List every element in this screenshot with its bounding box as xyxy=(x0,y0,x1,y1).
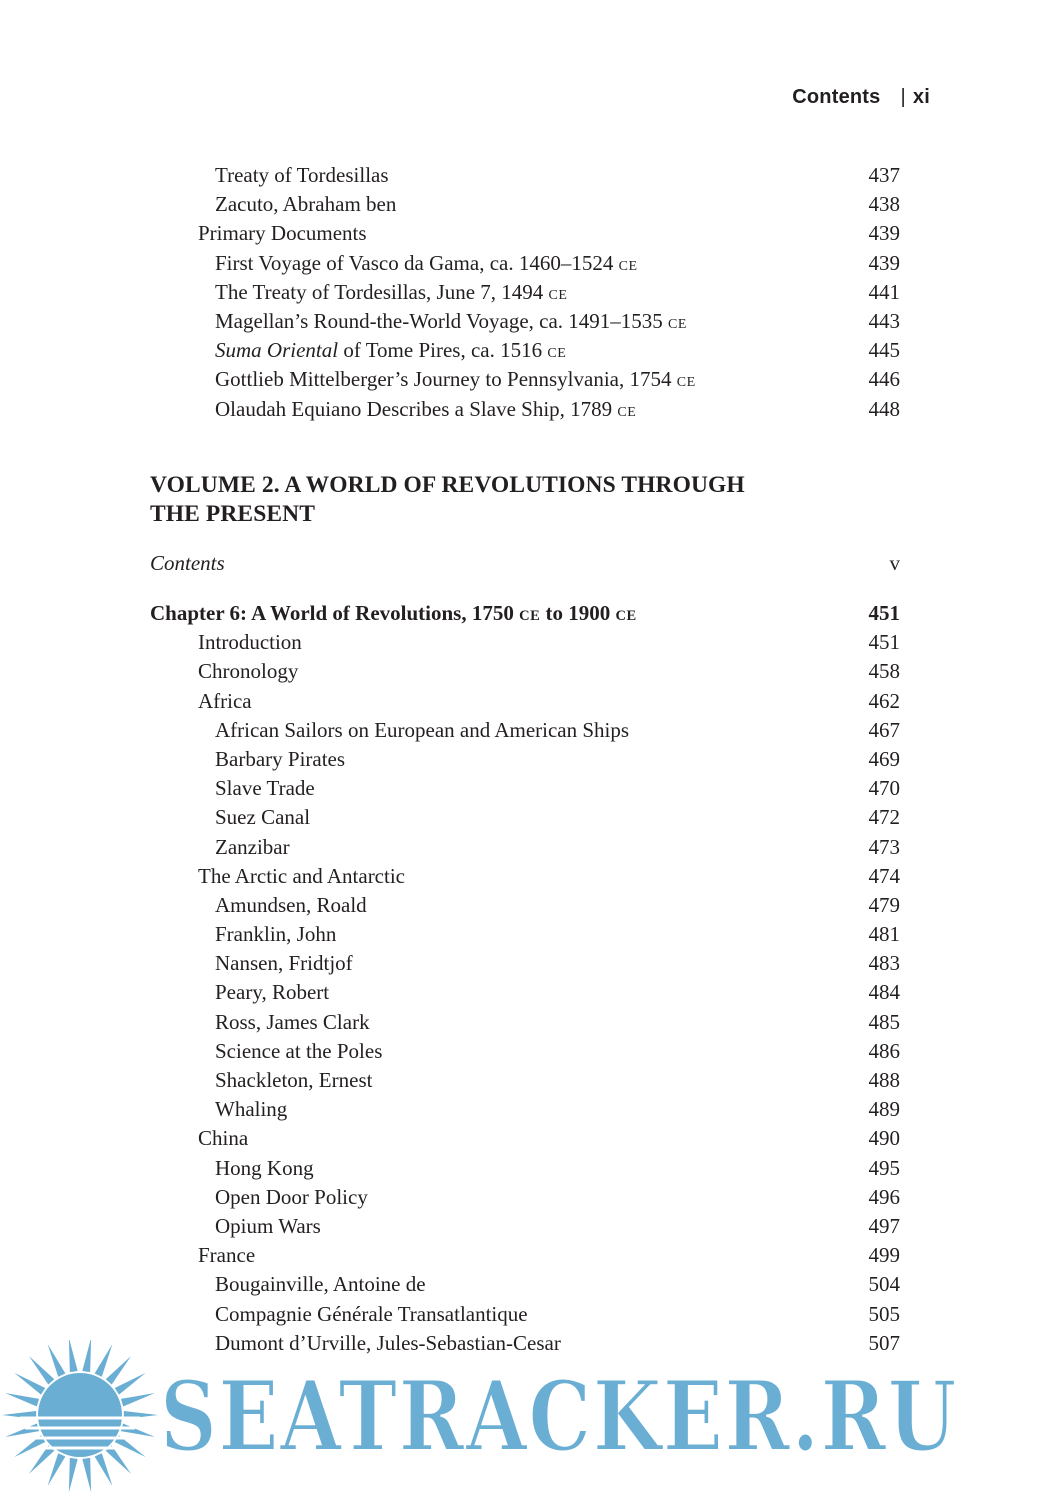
toc-entry-title: Nansen, Fridtjof xyxy=(215,951,353,976)
running-head-section: Contents xyxy=(792,86,881,108)
toc-entry-title: Dumont d’Urville, Jules-Sebastian-Cesar xyxy=(215,1330,561,1355)
toc-entry-title: Compagnie Générale Transatlantique xyxy=(215,1301,528,1326)
toc-entry[interactable] xyxy=(150,862,900,891)
toc-entry-title: Magellan’s Round-the-World Voyage, ca. 1491–1535 CE xyxy=(215,308,687,333)
sun-ray xyxy=(14,1373,45,1395)
toc-entry[interactable] xyxy=(150,657,900,686)
toc-entry-title: France xyxy=(198,1243,256,1268)
toc-entry-page: 437 xyxy=(868,163,900,187)
toc-entry-title: The Arctic and Antarctic xyxy=(198,863,405,888)
toc-entry-page: v xyxy=(889,551,900,575)
toc-entry-title: Chronology xyxy=(198,659,299,684)
toc-entry[interactable] xyxy=(150,1270,900,1299)
toc-entry[interactable] xyxy=(150,161,900,190)
toc-entry-page: 496 xyxy=(868,1184,900,1209)
toc-entry[interactable] xyxy=(150,920,900,949)
toc-entry-page: 486 xyxy=(868,1038,900,1063)
toc-top-list xyxy=(150,161,900,424)
toc-entry[interactable] xyxy=(150,774,900,803)
volume-heading xyxy=(150,471,830,529)
toc-entry-title: Amundsen, Roald xyxy=(215,892,367,917)
toc-entry-page: 499 xyxy=(868,1243,900,1268)
toc-entry-page: 458 xyxy=(868,659,900,684)
toc-entry-page: 488 xyxy=(868,1068,900,1092)
volume-heading-line2: THE PRESENT xyxy=(150,501,315,527)
toc-entry-title: Zacuto, Abraham ben xyxy=(215,192,397,217)
sun-ray xyxy=(48,1344,66,1377)
sun-ray xyxy=(115,1373,146,1395)
sun-ray xyxy=(5,1393,39,1406)
toc-entry-title: Franklin, John xyxy=(215,922,337,947)
toc-entry-page: 490 xyxy=(868,1126,900,1151)
sun-ray xyxy=(29,1356,54,1384)
toc-entry-page: 474 xyxy=(868,863,900,888)
chapter-page: 451 xyxy=(868,601,900,625)
sun-ray xyxy=(5,1424,39,1437)
toc-entry-page: 467 xyxy=(868,717,900,742)
toc-entry-page: 485 xyxy=(868,1009,900,1034)
toc-entry[interactable] xyxy=(150,978,900,1007)
sun-ray xyxy=(82,1458,91,1492)
toc-entry-page: 439 xyxy=(868,250,900,275)
toc-entry-title: Science at the Poles xyxy=(215,1038,383,1063)
sun-ray xyxy=(82,1340,91,1372)
sun-ray xyxy=(69,1458,78,1492)
toc-entry-title: Suez Canal xyxy=(215,805,311,830)
toc-entry-title: Open Door Policy xyxy=(215,1184,368,1209)
toc-entry-page: 472 xyxy=(868,805,900,830)
toc-entry-title: Suma Oriental of Tome Pires, ca. 1516 CE xyxy=(215,338,567,363)
toc-entry[interactable] xyxy=(150,249,900,278)
toc-entry[interactable] xyxy=(150,336,900,365)
toc-contents-entry[interactable] xyxy=(150,549,900,578)
toc-entry-title: Introduction xyxy=(198,630,302,655)
toc-entry-page: 445 xyxy=(868,338,900,363)
chapter-heading[interactable] xyxy=(150,599,900,628)
toc-entry-page: 497 xyxy=(868,1213,900,1238)
toc-entry-page: 469 xyxy=(868,746,900,771)
volume-heading-line1: VOLUME 2. A WORLD OF REVOLUTIONS THROUGH xyxy=(150,472,745,498)
toc-entry-page: 484 xyxy=(868,980,900,1005)
toc-entry-page: 470 xyxy=(868,776,900,801)
sun-ray xyxy=(121,1424,155,1437)
toc-entry-page: 441 xyxy=(868,279,900,304)
toc-entry[interactable] xyxy=(150,1124,900,1153)
toc-entry-title: Olaudah Equiano Describes a Slave Ship, 1789 CE xyxy=(215,396,637,421)
toc-entry-title: Whaling xyxy=(215,1097,288,1122)
toc-entry-page: 483 xyxy=(868,951,900,976)
toc-entry[interactable] xyxy=(150,365,900,394)
toc-entry-title: The Treaty of Tordesillas, June 7, 1494 CE xyxy=(215,279,568,304)
toc-entry-title: Bougainville, Antoine de xyxy=(215,1272,426,1297)
toc-entry-title: Treaty of Tordesillas xyxy=(215,163,389,187)
toc-entry[interactable] xyxy=(150,307,900,336)
running-head-separator: | xyxy=(900,86,906,108)
sun-disc xyxy=(38,1373,122,1457)
toc-entry[interactable] xyxy=(150,1095,900,1124)
toc-entry-page: 448 xyxy=(868,396,900,421)
toc-entry[interactable] xyxy=(150,628,900,657)
toc-entry-page: 451 xyxy=(868,630,900,655)
toc-entry-title: Primary Documents xyxy=(198,221,367,246)
toc-entry-title: Contents xyxy=(150,551,225,575)
toc-entry[interactable] xyxy=(150,745,900,774)
chapter-title: Chapter 6: A World of Revolutions, 1750 CE to 1900 CE xyxy=(150,601,637,625)
toc-entry[interactable] xyxy=(150,1212,900,1241)
toc-chapter-6 xyxy=(150,599,900,1358)
toc-entry-page: 495 xyxy=(868,1155,900,1180)
sun-ray xyxy=(106,1356,131,1384)
sun-ray xyxy=(48,1453,66,1486)
toc-entry-title: Opium Wars xyxy=(215,1213,321,1238)
toc-entry-page: 439 xyxy=(868,221,900,246)
toc-entry[interactable] xyxy=(150,1008,900,1037)
toc-entry[interactable] xyxy=(150,395,900,424)
toc-entry-title: Gottlieb Mittelberger’s Journey to Pennsylvania, 1754 CE xyxy=(215,367,696,392)
toc-entry-title: Peary, Robert xyxy=(215,980,330,1005)
toc-entry-page: 443 xyxy=(868,308,900,333)
toc-entry-page: 446 xyxy=(868,367,900,392)
toc-entry[interactable] xyxy=(150,687,900,716)
toc-entry[interactable] xyxy=(150,190,900,219)
toc-entry-title: Zanzibar xyxy=(215,834,290,859)
toc-entry-page: 479 xyxy=(868,892,900,917)
toc-entry-page: 507 xyxy=(868,1330,900,1355)
toc-entry-page: 481 xyxy=(868,922,900,947)
toc-entry[interactable] xyxy=(150,891,900,920)
toc-entry-title: Africa xyxy=(198,688,252,713)
toc-entry[interactable] xyxy=(150,278,900,307)
running-head xyxy=(792,86,930,109)
toc-entry[interactable] xyxy=(150,1183,900,1212)
toc-entry[interactable] xyxy=(150,1300,900,1329)
toc-entry-title: African Sailors on European and American Ships xyxy=(215,717,630,742)
toc-entry[interactable] xyxy=(150,949,900,978)
toc-entry-page: 489 xyxy=(868,1097,900,1122)
toc-entry[interactable] xyxy=(150,716,900,745)
sun-ray xyxy=(95,1344,113,1377)
toc-entry-title: Hong Kong xyxy=(215,1155,314,1180)
toc-entry-page: 505 xyxy=(868,1301,900,1326)
sun-ray xyxy=(121,1393,155,1406)
sun-ray xyxy=(95,1453,113,1486)
toc-entry-page: 438 xyxy=(868,192,900,217)
watermark-text: SEATRACKER.RU xyxy=(160,1360,958,1473)
toc-entry[interactable] xyxy=(150,833,900,862)
toc-entry-title: Slave Trade xyxy=(215,776,315,801)
toc-entry[interactable] xyxy=(150,803,900,832)
toc-entry-page: 504 xyxy=(868,1272,900,1297)
toc-entry-title: First Voyage of Vasco da Gama, ca. 1460–1524 CE xyxy=(215,250,638,275)
sun-ray xyxy=(69,1340,78,1372)
toc-entry[interactable] xyxy=(150,219,900,248)
toc-entry[interactable] xyxy=(150,1154,900,1183)
page-number: xi xyxy=(912,86,930,108)
toc-entry-title: Ross, James Clark xyxy=(215,1009,370,1034)
toc-entry-title: Shackleton, Ernest xyxy=(215,1068,373,1092)
toc-entry-title: China xyxy=(198,1126,249,1151)
toc-entry-title: Barbary Pirates xyxy=(215,746,346,771)
sun-ray xyxy=(106,1446,131,1474)
toc-entry-page: 473 xyxy=(868,834,900,859)
sun-ray xyxy=(29,1446,54,1474)
toc-entry[interactable] xyxy=(150,1241,900,1270)
chapter-entry-list xyxy=(150,628,900,1358)
toc-entry[interactable] xyxy=(150,1037,900,1066)
toc-entry[interactable] xyxy=(150,1066,900,1095)
toc-entry-page: 462 xyxy=(868,688,900,713)
